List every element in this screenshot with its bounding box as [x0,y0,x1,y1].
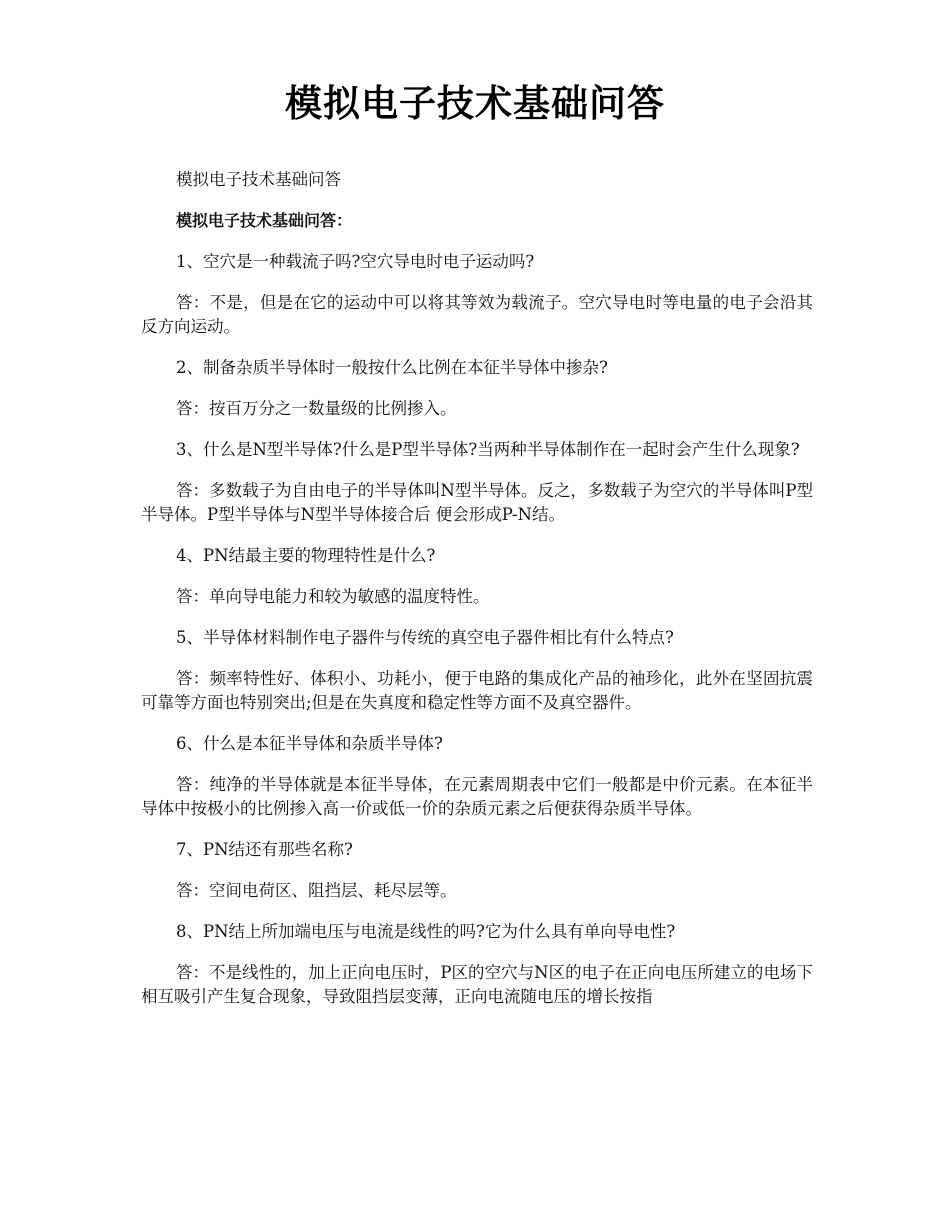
subtitle-paragraph: 模拟电子技术基础问答 [176,170,341,189]
answer-1: 答：不是，但是在它的运动中可以将其等效为载流子。空穴导电时等电量的电子会沿其反方向运动。 [141,293,813,336]
question-7: 7、PN结还有那些名称? [176,840,353,859]
question-4: 4、PN结最主要的物理特性是什么? [176,546,436,565]
section-heading: 模拟电子技术基础问答： [176,211,353,230]
answer-5: 答：频率特性好、体积小、功耗小，便于电路的集成化产品的袖珍化，此外在坚固抗震可靠等方面也特别突出;但是在失真度和稳定性等方面不及真空器件。 [141,669,813,712]
answer-6: 答：纯净的半导体就是本征半导体，在元素周期表中它们一般都是中价元素。在本征半导体中按极小的比例掺入高一价或低一价的杂质元素之后便获得杂质半导体。 [141,775,813,818]
question-2: 2、制备杂质半导体时一般按什么比例在本征半导体中掺杂? [176,358,608,377]
document-body [141,168,813,1026]
answer-2: 答：按百万分之一数量级的比例掺入。 [176,399,457,418]
answer-4: 答：单向导电能力和较为敏感的温度特性。 [176,587,490,606]
document-title: 模拟电子技术基础问答 [285,82,665,125]
question-3: 3、什么是N型半导体?什么是P型半导体?当两种半导体制作在一起时会产生什么现象? [176,440,800,459]
question-5: 5、半导体材料制作电子器件与传统的真空电子器件相比有什么特点? [176,628,674,647]
answer-8: 答：不是线性的，加上正向电压时，P区的空穴与N区的电子在正向电压所建立的电场下相互吸引产生复合现象，导致阻挡层变薄，正向电流随电压的增长按指 [141,963,813,1006]
answer-7: 答：空间电荷区、阻挡层、耗尽层等。 [176,881,457,900]
question-6: 6、什么是本征半导体和杂质半导体? [176,734,443,753]
question-8: 8、PN结上所加端电压与电流是线性的吗?它为什么具有单向导电性? [176,922,676,941]
answer-3: 答：多数载子为自由电子的半导体叫N型半导体。反之，多数载子为空穴的半导体叫P型半导体。P型半导体与N型半导体接合后 便会形成P-N结。 [141,481,813,524]
question-1: 1、空穴是一种载流子吗?空穴导电时电子运动吗? [176,252,535,271]
